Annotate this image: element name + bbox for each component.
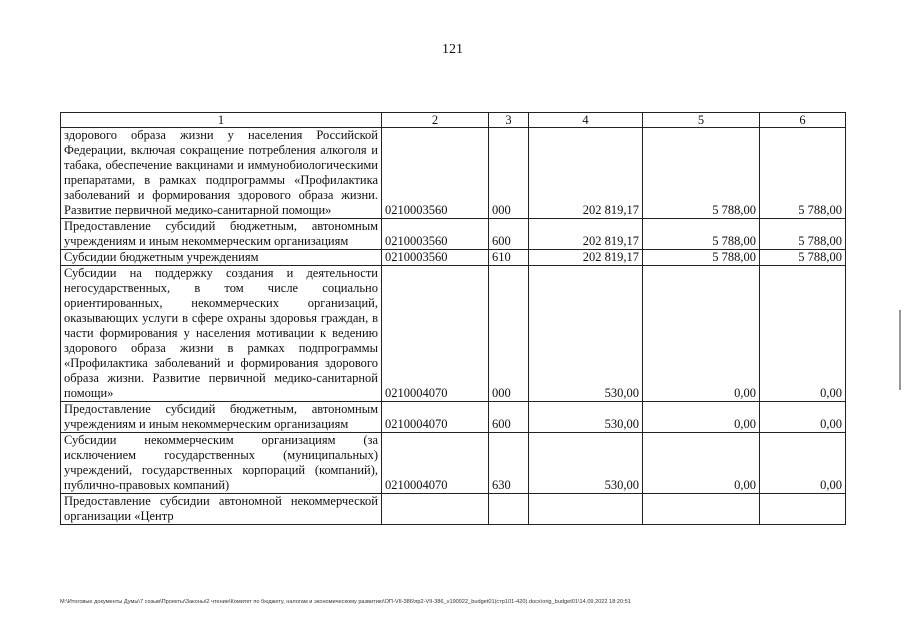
row-target-code: 0210003560 xyxy=(382,219,489,250)
row-amount-col6 xyxy=(760,494,846,525)
document-file-path: M:\Итоговые документы Думы\7 созыв\Проекты\Законы\2 чтение\Комитет по бюджету, налогам и экономическому развитию\ОП-VII-386\пр2-VII-386_v190922_budget01(стр101-420).docx\orig_budget01\14.09.2022 18:20:51 xyxy=(60,599,631,605)
table-row xyxy=(61,266,846,402)
row-description: Предоставление субсидии автономной некоммерческой организации «Центр xyxy=(61,494,382,525)
row-amount-col5: 0,00 xyxy=(643,266,760,402)
row-description: Субсидии бюджетным учреждениям xyxy=(61,250,382,266)
row-amount-col5: 5 788,00 xyxy=(643,219,760,250)
row-target-code: 0210004070 xyxy=(382,433,489,494)
row-amount-col6: 5 788,00 xyxy=(760,219,846,250)
page-number: 121 xyxy=(442,42,463,57)
table-row xyxy=(61,433,846,494)
row-amount-col4: 202 819,17 xyxy=(529,219,643,250)
row-description: Предоставление субсидий бюджетным, автономным учреждениям и иным некоммерческим организациям xyxy=(61,219,382,250)
row-target-code: 0210003560 xyxy=(382,250,489,266)
column-header: 5 xyxy=(643,113,760,128)
row-amount-col5 xyxy=(643,494,760,525)
budget-table xyxy=(60,112,846,525)
row-expense-type: 600 xyxy=(489,219,529,250)
row-amount-col5: 0,00 xyxy=(643,433,760,494)
scan-edge-mark xyxy=(899,310,901,390)
row-amount-col4: 202 819,17 xyxy=(529,250,643,266)
column-header: 2 xyxy=(382,113,489,128)
row-amount-col5: 5 788,00 xyxy=(643,250,760,266)
row-description: Субсидии некоммерческим организациям (за исключением государственных (муниципальных) учреждений, государственных корпораций (компаний), публично-правовых компаний) xyxy=(61,433,382,494)
row-amount-col4: 530,00 xyxy=(529,402,643,433)
row-amount-col6: 5 788,00 xyxy=(760,128,846,219)
column-header: 6 xyxy=(760,113,846,128)
table-row xyxy=(61,402,846,433)
row-amount-col4: 530,00 xyxy=(529,433,643,494)
row-target-code: 0210004070 xyxy=(382,402,489,433)
row-expense-type: 630 xyxy=(489,433,529,494)
table-row xyxy=(61,219,846,250)
row-amount-col5: 5 788,00 xyxy=(643,128,760,219)
table-row xyxy=(61,494,846,525)
column-header: 4 xyxy=(529,113,643,128)
row-expense-type: 000 xyxy=(489,128,529,219)
row-amount-col6: 0,00 xyxy=(760,402,846,433)
column-header: 3 xyxy=(489,113,529,128)
table-row xyxy=(61,250,846,266)
row-amount-col5: 0,00 xyxy=(643,402,760,433)
row-target-code xyxy=(382,494,489,525)
row-target-code: 0210003560 xyxy=(382,128,489,219)
row-description: Предоставление субсидий бюджетным, автономным учреждениям и иным некоммерческим организациям xyxy=(61,402,382,433)
row-expense-type: 000 xyxy=(489,266,529,402)
table-header-row xyxy=(61,113,846,128)
row-expense-type: 600 xyxy=(489,402,529,433)
row-description: здорового образа жизни у населения Российской Федерации, включая сокращение потребления алкоголя и табака, обеспечение вакцинами и иммунобиологическими препаратами, в рамках подпрограммы «Профилактика заболеваний и формирования здорового образа жизни. Развитие первичной медико-санитарной помощи» xyxy=(61,128,382,219)
row-amount-col4 xyxy=(529,494,643,525)
column-header: 1 xyxy=(61,113,382,128)
row-amount-col6: 0,00 xyxy=(760,433,846,494)
row-amount-col6: 5 788,00 xyxy=(760,250,846,266)
row-amount-col4: 530,00 xyxy=(529,266,643,402)
row-description: Субсидии на поддержку создания и деятельности негосударственных, в том числе социально ориентированных, некоммерческих организаций, оказывающих услуги в сфере охраны здоровья граждан, в части формирования у населения мотивации к ведению здорового образа жизни в рамках подпрограммы «Профилактика заболеваний и формирования здорового образа жизни. Развитие первичной медико-санитарной помощи» xyxy=(61,266,382,402)
row-amount-col6: 0,00 xyxy=(760,266,846,402)
row-target-code: 0210004070 xyxy=(382,266,489,402)
row-expense-type xyxy=(489,494,529,525)
row-expense-type: 610 xyxy=(489,250,529,266)
row-amount-col4: 202 819,17 xyxy=(529,128,643,219)
table-row xyxy=(61,128,846,219)
